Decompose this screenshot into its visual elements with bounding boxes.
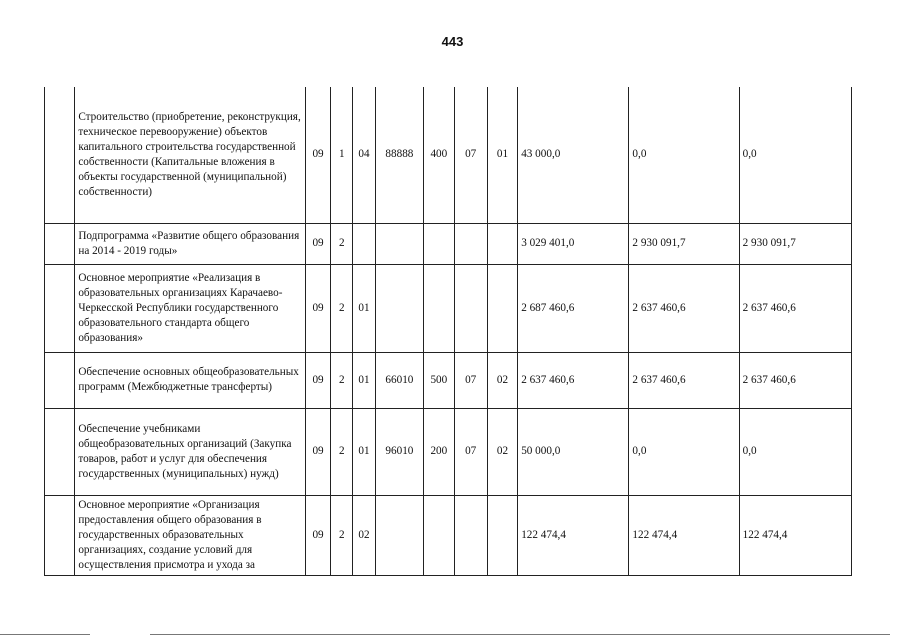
code-cell: 04: [353, 87, 375, 223]
amount-cell: 0,0: [739, 87, 851, 223]
code-cell: [375, 495, 424, 575]
code-cell: [375, 264, 424, 352]
row-name: Обеспечение основных общеобразовательных программ (Межбюджетные трансферты): [75, 352, 306, 408]
row-name: Основное мероприятие «Организация предоставления общего образования в государственных образовательных организациях, создание условий для осуществления присмотра и ухода за: [75, 495, 306, 575]
code-cell: [454, 495, 487, 575]
amount-cell: 122 474,4: [739, 495, 851, 575]
table-row: [45, 264, 852, 352]
page-number: 443: [441, 34, 464, 49]
empty-cell: [45, 223, 75, 264]
amount-cell: 122 474,4: [629, 495, 739, 575]
code-cell: 09: [305, 495, 330, 575]
empty-cell: [45, 495, 75, 575]
code-cell: 09: [305, 87, 330, 223]
code-cell: [424, 223, 454, 264]
code-cell: 07: [454, 408, 487, 495]
code-cell: 09: [305, 352, 330, 408]
table-row: [45, 352, 852, 408]
amount-cell: 122 474,4: [518, 495, 629, 575]
amount-cell: 0,0: [629, 87, 739, 223]
table-row: [45, 408, 852, 495]
code-cell: 66010: [375, 352, 424, 408]
code-cell: [454, 223, 487, 264]
code-cell: 96010: [375, 408, 424, 495]
row-name: Подпрограмма «Развитие общего образования на 2014 - 2019 годы»: [75, 223, 306, 264]
table-row: [45, 223, 852, 264]
amount-cell: 3 029 401,0: [518, 223, 629, 264]
code-cell: 07: [454, 352, 487, 408]
code-cell: 09: [305, 264, 330, 352]
empty-cell: [45, 87, 75, 223]
row-name: Строительство (приобретение, реконструкция, техническое перевооружение) объектов капитального строительства государственной собственности (Капитальные вложения в объекты государственной (муниципальной) собственности): [75, 87, 306, 223]
empty-cell: [45, 408, 75, 495]
scan-artifact-line: [0, 634, 90, 635]
amount-cell: 2 687 460,6: [518, 264, 629, 352]
code-cell: [487, 264, 517, 352]
code-cell: 01: [353, 408, 375, 495]
budget-table: [44, 87, 852, 576]
code-cell: 2: [331, 352, 353, 408]
amount-cell: 2 637 460,6: [739, 264, 851, 352]
code-cell: 1: [331, 87, 353, 223]
amount-cell: 2 637 460,6: [739, 352, 851, 408]
code-cell: 500: [424, 352, 454, 408]
code-cell: 2: [331, 495, 353, 575]
code-cell: 400: [424, 87, 454, 223]
code-cell: [353, 223, 375, 264]
code-cell: 09: [305, 408, 330, 495]
code-cell: [424, 264, 454, 352]
code-cell: 2: [331, 264, 353, 352]
code-cell: 2: [331, 408, 353, 495]
code-cell: 09: [305, 223, 330, 264]
code-cell: 02: [487, 352, 517, 408]
amount-cell: 0,0: [629, 408, 739, 495]
table-row: [45, 495, 852, 575]
amount-cell: 2 637 460,6: [629, 352, 739, 408]
empty-cell: [45, 352, 75, 408]
code-cell: [487, 495, 517, 575]
amount-cell: 2 930 091,7: [739, 223, 851, 264]
row-name: Основное мероприятие «Реализация в образовательных организациях Карачаево-Черкесской Республики государственного образовательного стандарта общего образования»: [75, 264, 306, 352]
code-cell: 2: [331, 223, 353, 264]
code-cell: 02: [487, 408, 517, 495]
code-cell: 01: [353, 264, 375, 352]
code-cell: 01: [353, 352, 375, 408]
code-cell: [375, 223, 424, 264]
table-row: [45, 87, 852, 223]
amount-cell: 2 637 460,6: [629, 264, 739, 352]
code-cell: 01: [487, 87, 517, 223]
code-cell: [454, 264, 487, 352]
amount-cell: 0,0: [739, 408, 851, 495]
code-cell: 07: [454, 87, 487, 223]
code-cell: [487, 223, 517, 264]
scan-artifact-line: [150, 634, 890, 635]
amount-cell: 43 000,0: [518, 87, 629, 223]
empty-cell: [45, 264, 75, 352]
amount-cell: 2 930 091,7: [629, 223, 739, 264]
code-cell: 88888: [375, 87, 424, 223]
code-cell: 200: [424, 408, 454, 495]
amount-cell: 50 000,0: [518, 408, 629, 495]
row-name: Обеспечение учебниками общеобразовательных организаций (Закупка товаров, работ и услуг для обеспечения государственных (муниципальных) нужд): [75, 408, 306, 495]
amount-cell: 2 637 460,6: [518, 352, 629, 408]
code-cell: [424, 495, 454, 575]
code-cell: 02: [353, 495, 375, 575]
